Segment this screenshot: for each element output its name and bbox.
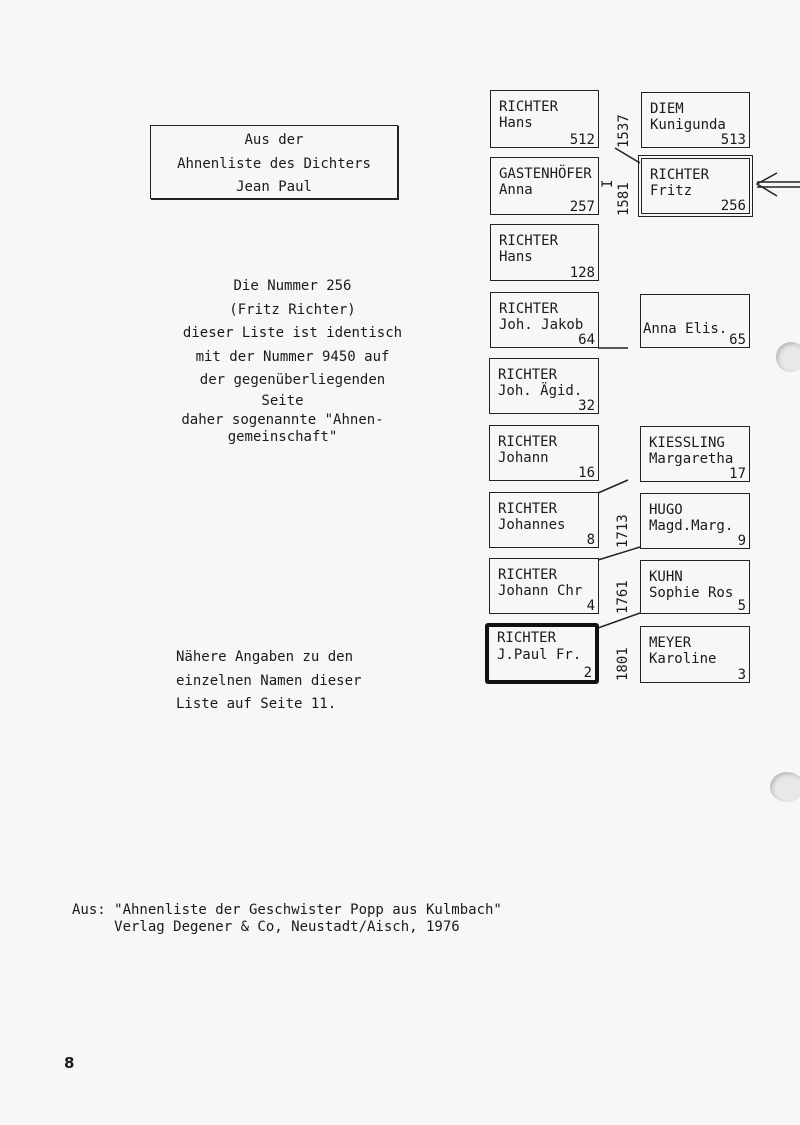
ahnen-number: 8: [586, 532, 595, 548]
given-name: Hans: [499, 249, 533, 265]
ahnen-number: 32: [578, 398, 595, 414]
given-name: Hans: [499, 115, 533, 131]
surname: RICHTER: [499, 99, 559, 115]
ahnen-number: 65: [729, 332, 746, 348]
source-line: Verlag Degener & Co, Neustadt/Aisch, 1976: [72, 919, 460, 935]
ahnen-number: 9: [737, 533, 746, 549]
surname: KUHN: [649, 569, 683, 585]
given-name: Joh. Ägid.: [498, 383, 583, 399]
note-line: Liste auf Seite 11.: [176, 696, 337, 712]
surname: RICHTER: [650, 167, 710, 183]
given-name: Fritz: [650, 183, 693, 199]
given-name: Anna Elis.: [643, 321, 728, 337]
punch-hole: [776, 342, 800, 372]
ahnen-number: 512: [569, 132, 595, 148]
title-line: Jean Paul: [236, 179, 312, 195]
ahnen-number: 4: [586, 598, 595, 614]
title-line: Aus der: [244, 132, 304, 148]
given-name: J.Paul Fr.: [497, 647, 582, 663]
page-number: 8: [64, 1054, 75, 1072]
marriage-year: 1713: [615, 514, 631, 548]
surname: RICHTER: [498, 434, 558, 450]
connector-line: [615, 148, 640, 163]
roman-marker: I: [600, 179, 616, 188]
surname: RICHTER: [499, 233, 559, 249]
ahnen-number: 5: [737, 598, 746, 614]
person-box-256: [641, 158, 750, 214]
source-line: Aus: "Ahnenliste der Geschwister Popp aus Kulmbach": [72, 902, 502, 918]
note-line: dieser Liste ist identisch: [182, 325, 403, 341]
marriage-year: 1761: [615, 580, 631, 614]
surname: MEYER: [649, 635, 692, 651]
person-box-9: [640, 493, 750, 549]
person-box-2: [485, 623, 599, 684]
note-line: Nähere Angaben zu den: [176, 649, 354, 665]
person-box-257: [490, 157, 599, 215]
surname: DIEM: [650, 101, 684, 117]
note-line: daher sogenannte "Ahnen-: [181, 412, 384, 428]
person-box-16: [489, 425, 599, 481]
given-name: Magd.Marg.: [649, 518, 734, 534]
arrow-head: [757, 173, 777, 196]
person-box-512: [490, 90, 599, 148]
given-name: Karoline: [649, 651, 717, 667]
person-box-8: [489, 492, 599, 548]
surname: RICHTER: [499, 301, 559, 317]
surname: RICHTER: [498, 367, 558, 383]
source-citation: [72, 902, 502, 936]
given-name: Anna: [499, 182, 533, 198]
note-line: einzelnen Namen dieser: [176, 672, 362, 689]
person-box-32: [489, 358, 599, 414]
marriage-year: 1801: [615, 647, 631, 681]
ahnen-number: 2: [583, 665, 592, 681]
note-line: Seite: [261, 393, 304, 409]
ahnen-number: 513: [720, 132, 746, 148]
marriage-year: 1537: [616, 114, 632, 148]
person-box-128: [490, 224, 599, 281]
person-box-5: [640, 560, 750, 614]
connector-line: [598, 547, 640, 560]
given-name: Johannes: [498, 517, 566, 533]
surname: RICHTER: [498, 567, 558, 583]
connector-line: [598, 480, 628, 493]
person-box-17: [640, 426, 750, 482]
person-box-65: [640, 294, 750, 348]
surname: RICHTER: [497, 630, 557, 646]
note-line: Die Nummer 256: [233, 278, 352, 294]
given-name: Johann: [498, 450, 549, 466]
person-box-4: [489, 558, 599, 614]
ahnen-number: 17: [729, 466, 746, 482]
connector-line: [598, 613, 640, 628]
surname: KIESSLING: [649, 435, 725, 451]
ahnen-number: 257: [569, 199, 595, 215]
ahnen-number: 3: [737, 667, 746, 683]
person-box-3: [640, 626, 750, 683]
person-box-513: [641, 92, 750, 148]
given-name: Margaretha: [649, 451, 734, 467]
note-line: (Fritz Richter): [229, 301, 356, 318]
given-name: Joh. Jakob: [499, 317, 584, 333]
note-line: gemeinschaft": [227, 429, 338, 445]
ahnen-number: 128: [569, 265, 595, 281]
given-name: Kunigunda: [650, 117, 726, 133]
note-line: der gegenüberliegenden: [199, 372, 386, 388]
given-name: Johann Chr: [498, 583, 583, 599]
title-line: Ahnenliste des Dichters: [177, 155, 371, 172]
note-line: mit der Nummer 9450 auf: [195, 348, 390, 365]
surname: HUGO: [649, 502, 683, 518]
given-name: Sophie Ros: [649, 585, 734, 601]
surname: RICHTER: [498, 501, 558, 517]
marriage-year: 1581: [616, 182, 632, 216]
surname: GASTENHÖFER: [499, 166, 592, 182]
punch-hole: [770, 772, 800, 802]
ahnen-number: 256: [720, 198, 746, 214]
person-box-64: [490, 292, 599, 348]
ahnen-number: 16: [578, 465, 595, 481]
ahnen-number: 64: [578, 332, 595, 348]
